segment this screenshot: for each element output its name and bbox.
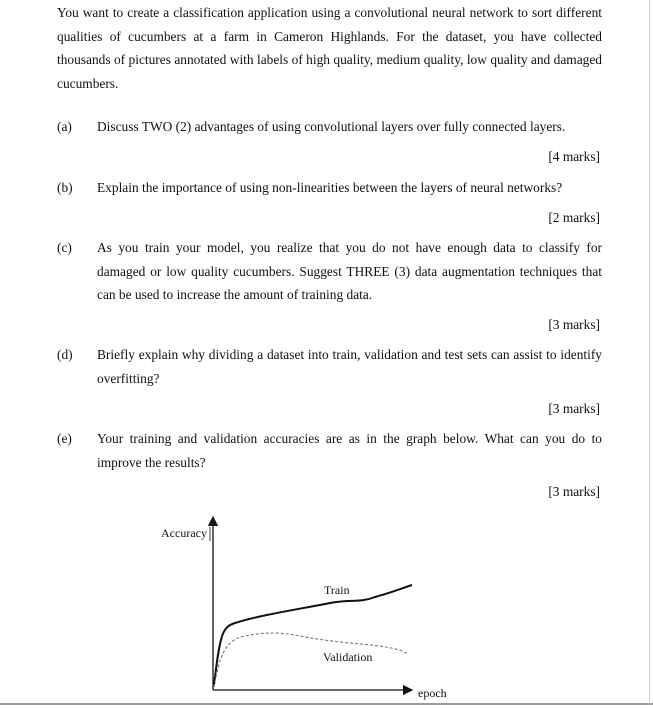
page-bottom-divider [0, 703, 653, 705]
x-axis-label: epoch [418, 686, 447, 700]
question-c-text: As you train your model, you realize that you do not have enough data to classify for damaged or low quality cucumbers. Suggest THREE (3) data augmentation techniques that can be used to increase the amount of training data. [97, 240, 602, 302]
accuracy-graph [150, 515, 470, 705]
y-axis-label: Accuracy [161, 526, 207, 540]
question-b-marks: [2 marks] [548, 210, 600, 225]
question-d-text: Briefly explain why dividing a dataset into train, validation and test sets can assist to identify overfitting? [97, 347, 602, 386]
validation-curve [214, 633, 408, 687]
question-c-label: (c) [57, 240, 72, 255]
question-c-marks: [3 marks] [548, 317, 600, 332]
question-d-marks: [3 marks] [548, 401, 600, 416]
question-e-text: Your training and validation accuracies are as in the graph below. What can you do to improve the results? [97, 431, 602, 470]
question-b-label: (b) [57, 180, 73, 195]
question-d-label: (d) [57, 347, 73, 362]
question-b-text: Explain the importance of using non-linearities between the layers of neural networks? [97, 180, 563, 195]
question-intro: You want to create a classification application using a convolutional neural network to sort different qualities of cucumbers at a farm in Cameron Highlands. For the dataset, you have collected thousands of pictures annotated with labels of high quality, medium quality, low quality and damaged cucumbers. [57, 5, 602, 91]
question-a-marks: [4 marks] [548, 149, 600, 164]
train-curve [214, 585, 412, 685]
train-curve-label: Train [324, 583, 350, 597]
validation-curve-label: Validation [323, 650, 373, 664]
question-a-text: Discuss TWO (2) advantages of using convolutional layers over fully connected layers. [97, 119, 566, 134]
question-a-label: (a) [57, 119, 72, 134]
page-right-edge [649, 0, 650, 705]
question-e-label: (e) [57, 431, 72, 446]
question-e-marks: [3 marks] [548, 484, 600, 499]
